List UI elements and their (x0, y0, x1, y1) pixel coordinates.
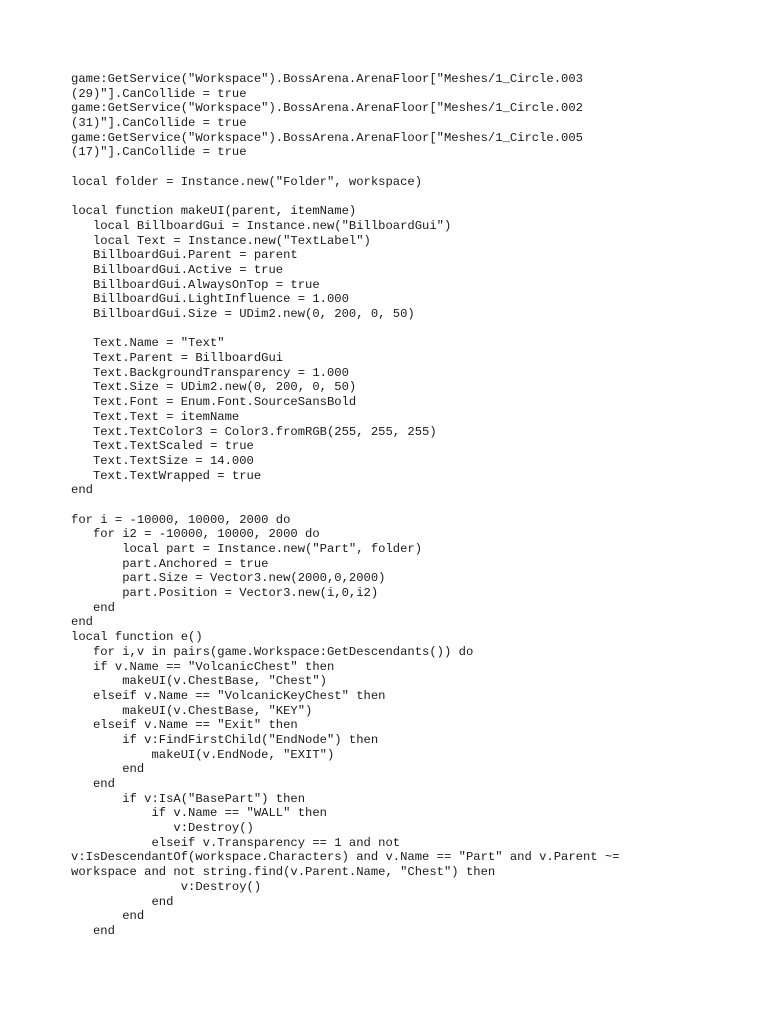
code-line: end (71, 777, 115, 791)
code-line: makeUI(v.EndNode, "EXIT") (71, 747, 335, 762)
code-line: Text.Font = Enum.Font.SourceSansBold (71, 395, 357, 410)
code-line: BillboardGui.LightInfluence = 1.000 (71, 292, 349, 307)
code-line: for i,v in pairs(game.Workspace:GetDescendants()) do (71, 644, 474, 659)
code-line: local BillboardGui = Instance.new("BillboardGui") (71, 218, 452, 233)
code-line: BillboardGui.AlwaysOnTop = true (71, 277, 320, 292)
code-line: elseif v.Transparency == 1 and not (71, 835, 401, 850)
code-line (71, 498, 711, 513)
code-line: local Text = Instance.new("TextLabel") (71, 233, 371, 248)
code-line: part.Anchored = true (71, 556, 269, 571)
code-line: part.Position = Vector3.new(i,0,i2) (71, 586, 379, 601)
code-line: end (71, 615, 93, 630)
code-line: game:GetService("Workspace").BossArena.ArenaFloor["Meshes/1_Circle.005 (71, 130, 583, 145)
code-line: Text.Size = UDim2.new(0, 200, 0, 50) (71, 380, 357, 395)
code-line: Text.TextWrapped = true (71, 468, 262, 483)
code-line: local part = Instance.new("Part", folder) (71, 542, 423, 556)
code-line: v:Destroy() (71, 821, 254, 836)
code-line: v:IsDescendantOf(workspace.Characters) and v.Name == "Part" and v.Parent ~= (71, 850, 620, 865)
code-line: local function makeUI(parent, itemName) (71, 204, 357, 219)
code-line: end (71, 923, 115, 938)
code-line: end (71, 762, 145, 777)
code-line: elseif v.Name == "VolcanicKeyChest" then (71, 688, 386, 703)
code-line: workspace and not string.find(v.Parent.Name, "Chest") then (71, 865, 496, 880)
code-line: BillboardGui.Parent = parent (71, 248, 298, 263)
code-line: if v.Name == "WALL" then (71, 806, 327, 821)
code-line: game:GetService("Workspace").BossArena.ArenaFloor["Meshes/1_Circle.003 (71, 72, 583, 86)
code-line: for i = -10000, 10000, 2000 do (71, 512, 291, 527)
code-line (71, 322, 711, 337)
code-line: (29)"].CanCollide = true (71, 86, 247, 101)
code-line: makeUI(v.ChestBase, "Chest") (71, 674, 327, 689)
code-line: for i2 = -10000, 10000, 2000 do (71, 527, 320, 542)
code-line: Text.BackgroundTransparency = 1.000 (71, 365, 349, 380)
code-line: BillboardGui.Active = true (71, 262, 284, 277)
code-line: local folder = Instance.new("Folder", workspace) (71, 174, 423, 189)
code-block (71, 72, 711, 939)
code-line: if v.Name == "VolcanicChest" then (71, 659, 335, 674)
code-line: BillboardGui.Size = UDim2.new(0, 200, 0, 50) (71, 307, 415, 321)
code-line: local function e() (71, 630, 203, 645)
code-line (71, 190, 711, 205)
code-line: elseif v.Name == "Exit" then (71, 718, 298, 733)
code-line: Text.TextScaled = true (71, 439, 254, 454)
code-line: end (71, 894, 174, 909)
code-line: Text.Text = itemName (71, 409, 240, 424)
code-line: end (71, 909, 145, 924)
code-line: if v:IsA("BasePart") then (71, 791, 306, 806)
code-line: (17)"].CanCollide = true (71, 145, 247, 160)
code-line: Text.Name = "Text" (71, 336, 225, 351)
code-line: Text.TextSize = 14.000 (71, 453, 254, 468)
code-line: Text.TextColor3 = Color3.fromRGB(255, 255, 255) (71, 424, 437, 439)
code-line: (31)"].CanCollide = true (71, 116, 247, 131)
code-line: end (71, 483, 93, 498)
code-line: part.Size = Vector3.new(2000,0,2000) (71, 571, 386, 586)
code-line (71, 160, 711, 175)
code-line: v:Destroy() (71, 879, 262, 894)
code-line: end (71, 600, 115, 615)
code-line: makeUI(v.ChestBase, "KEY") (71, 703, 313, 718)
code-line: Text.Parent = BillboardGui (71, 351, 284, 366)
code-line: if v:FindFirstChild("EndNode") then (71, 732, 379, 747)
code-line: game:GetService("Workspace").BossArena.ArenaFloor["Meshes/1_Circle.002 (71, 101, 583, 116)
